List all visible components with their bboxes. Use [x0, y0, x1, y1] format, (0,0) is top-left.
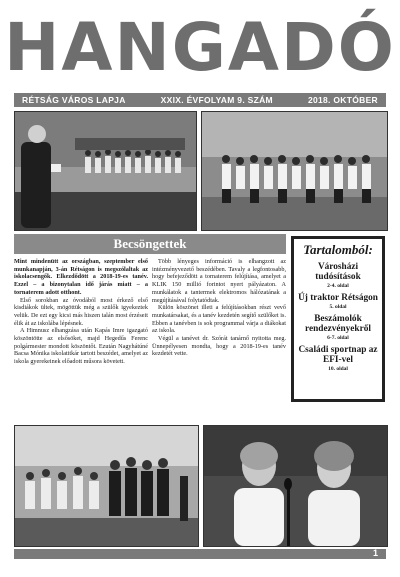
article-paragraph: A Himnusz elhangzása után Kapás Imre igazgató köszöntötte az elsősöket, majd Hegedűs Ferenc polgármester mondott köszöntőt. Ezután Nagyhátúné Bacsa Mónika iskolatitkár tartott beszédet, amelyet az iskola gyerekeinek előadott műsora követett. [14, 327, 148, 366]
photo-girls-singing [203, 425, 388, 547]
masthead-title: HANGADÓ [4, 9, 396, 86]
toc-item-page: 5. oldal [329, 304, 347, 310]
photo-first-graders [201, 111, 388, 231]
footer-rule [14, 549, 386, 559]
article-paragraph: Több lényeges információ is elhangzott az intézményvezető beszédében. Tavaly a legfontosabb, hogy befejeződött a tornaterem felújítása, amelyet a KLIK 150 millió forintot nyert pályázaton. A munkálatok a tantermek elektromos hálózatának a megújításával folytatódtak. [152, 258, 286, 304]
banner-date: 2018. OKTÓBER [307, 95, 378, 105]
photo-speaker-ceremony [14, 111, 197, 231]
toc-item-title: Családi sportnap az EFI-vel [298, 345, 378, 365]
toc-item[interactable] [297, 345, 379, 372]
toc-item[interactable] [297, 314, 379, 341]
photo-school-program [14, 425, 199, 547]
toc-item-page: 10. oldal [328, 366, 348, 372]
masthead-banner [14, 93, 386, 107]
article-lead: Mint mindenütt az országban, szeptember első munkanapján, 3-án Rétságon is megszólaltak az iskolacsengők. Elkezdődött a 2018-19-es tanév. Ezzel – a bizonytalan idő járás miatt – a tornaterem adott otthont. [14, 258, 148, 296]
toc-item[interactable] [297, 262, 379, 289]
article-column-1 [14, 258, 148, 418]
article-column-2 [152, 258, 286, 418]
banner-volume: XXIX. ÉVFOLYAM 9. SZÁM [160, 95, 273, 105]
article-paragraph: Külön köszönet illeti a felújításokban részt vevő munkatársakat, és a tanév kezdetén segítő szülőket is. Ebben a tanévben is sok programmal várja a diákokat az iskola. [152, 304, 286, 335]
table-of-contents [291, 236, 385, 402]
article-paragraph: Végül a tanévet dr. Szórát tanárnő nyitotta meg. Ünnepélyesen mondta, hogy a 2018-19-es tanév kezdetét vette. [152, 335, 286, 358]
toc-item-page: 6-7. oldal [327, 335, 349, 341]
banner-publication: RÉTSÁG VÁROS LAPJA [22, 95, 126, 105]
page-number: 1 [372, 548, 378, 558]
toc-item[interactable] [297, 293, 379, 310]
article-headline: Becsöngettek [14, 234, 286, 254]
toc-item-title: Városházi tudósítások [315, 262, 361, 282]
article-paragraph: Első sorokban az óvodából most érkező első kisdiákok ültek, mögöttük még a szülők igyekeztek velük. De ezt egy kicsi más hiszen talán most érzéseit élik át az iskolába lépésnek. [14, 296, 148, 327]
toc-title: Tartalomból: [303, 242, 373, 257]
toc-item-page: 2-4. oldal [327, 283, 349, 289]
toc-item-title: Új traktor Rétságon [298, 293, 378, 303]
toc-item-title: Beszámolók rendezvényekről [305, 314, 371, 334]
